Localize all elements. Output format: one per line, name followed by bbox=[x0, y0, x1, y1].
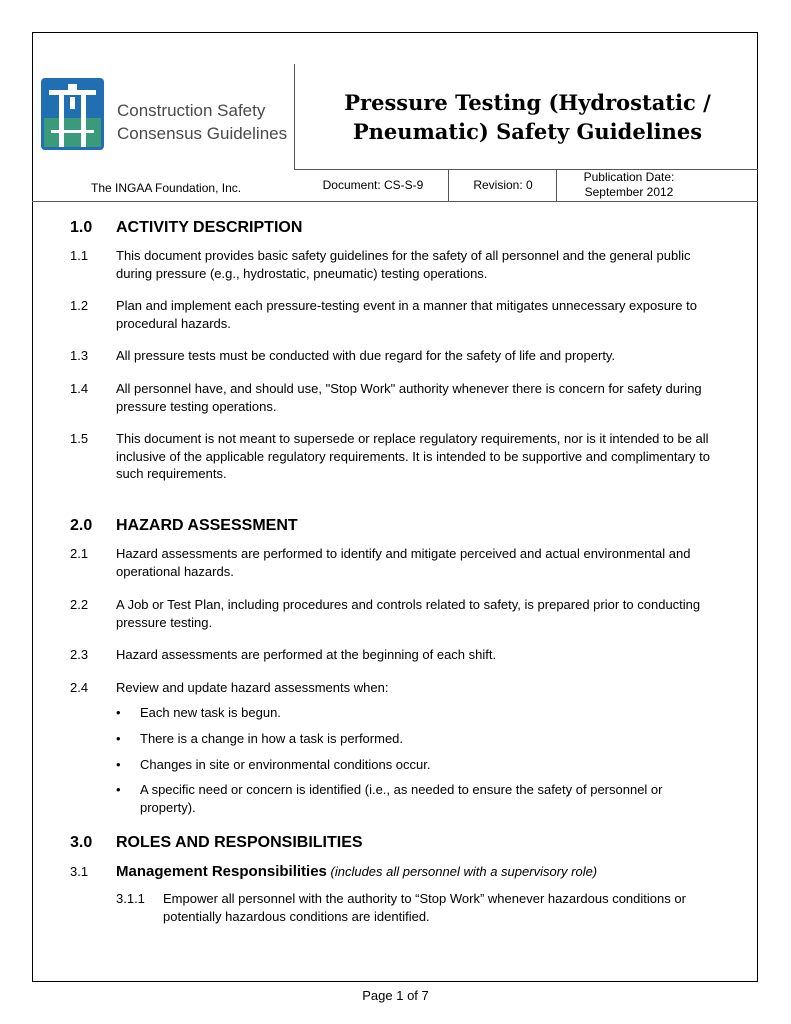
bullet-item bbox=[116, 730, 676, 748]
paragraph-number: 2.3 bbox=[70, 647, 89, 662]
subsection-title: Management Responsibilities bbox=[116, 863, 327, 880]
subsection-number: 3.1 bbox=[70, 864, 89, 879]
paragraph-text: This document is not meant to supersede or replace regulatory requirements, nor is it intended to be all inclusive of the applicable regulatory requirements. It is intended to be supportive and complimentary to such requirements. bbox=[116, 431, 710, 481]
paragraph-number: 1.3 bbox=[70, 348, 89, 363]
paragraph bbox=[70, 247, 710, 282]
meta-cell-divider bbox=[448, 169, 449, 201]
paragraph bbox=[70, 347, 710, 365]
paragraph-text: Hazard assessments are performed to identify and mitigate perceived and actual environmental and operational hazards. bbox=[116, 546, 691, 579]
paragraph-number: 2.1 bbox=[70, 546, 89, 561]
header-bottom-rule bbox=[32, 201, 758, 202]
section-title: ACTIVITY DESCRIPTION bbox=[116, 219, 303, 236]
paragraph bbox=[70, 545, 710, 580]
section-heading bbox=[70, 219, 302, 237]
foundation-name: The INGAA Foundation, Inc. bbox=[91, 181, 242, 195]
org-name-line2: Consensus Guidelines bbox=[117, 124, 288, 143]
subparagraph bbox=[116, 890, 696, 925]
publication-date-label: Publication Date: bbox=[583, 170, 675, 184]
subsection-note: (includes all personnel with a supervisory role) bbox=[330, 864, 598, 879]
paragraph-number: 1.1 bbox=[70, 248, 89, 263]
paragraph-text: Hazard assessments are performed at the beginning of each shift. bbox=[116, 647, 497, 662]
section-title: ROLES AND RESPONSIBILITIES bbox=[116, 834, 363, 851]
paragraph bbox=[70, 679, 710, 697]
bullet-icon: • bbox=[116, 782, 121, 797]
bullet-item bbox=[116, 756, 676, 774]
paragraph-text: Plan and implement each pressure-testing event in a manner that mitigates unnecessary exposure to procedural hazards. bbox=[116, 298, 697, 331]
title-line1: Pressure Testing (Hydrostatic / bbox=[344, 90, 711, 115]
paragraph bbox=[70, 596, 710, 631]
bullet-icon: • bbox=[116, 705, 121, 720]
paragraph-number: 1.2 bbox=[70, 298, 89, 313]
bullet-text: Changes in site or environmental conditions occur. bbox=[140, 757, 431, 772]
paragraph-number: 2.4 bbox=[70, 680, 89, 695]
organization-name bbox=[117, 99, 292, 145]
paragraph bbox=[70, 430, 710, 483]
paragraph bbox=[70, 646, 710, 664]
paragraph bbox=[70, 380, 710, 415]
subsection-heading bbox=[70, 863, 597, 880]
section-number: 3.0 bbox=[70, 834, 93, 851]
page-number: Page 1 of 7 bbox=[362, 988, 429, 1003]
document-title bbox=[300, 88, 755, 146]
header-divider-vertical bbox=[294, 64, 295, 170]
bullet-text: Each new task is begun. bbox=[140, 705, 281, 720]
meta-cell-divider bbox=[556, 169, 557, 201]
section-heading bbox=[70, 517, 298, 535]
publication-date bbox=[558, 170, 700, 200]
paragraph-text: A Job or Test Plan, including procedures and controls related to safety, is prepared prior to conducting pressure testing. bbox=[116, 597, 701, 630]
document-number: Document: CS-S-9 bbox=[322, 178, 424, 192]
paragraph-text: Review and update hazard assessments when: bbox=[116, 680, 389, 695]
paragraph-number: 1.4 bbox=[70, 381, 89, 396]
bullet-text: A specific need or concern is identified (i.e., as needed to ensure the safety of personnel or property). bbox=[140, 782, 663, 815]
paragraph bbox=[70, 297, 710, 332]
paragraph-text: All personnel have, and should use, "Stop Work" authority whenever there is concern for safety during pressure testing operations. bbox=[116, 381, 702, 414]
paragraph-text: This document provides basic safety guidelines for the safety of all personnel and the general public during pressure (e.g., hydrostatic, pneumatic) testing operations. bbox=[116, 248, 691, 281]
bullet-item bbox=[116, 704, 676, 722]
bullet-text: There is a change in how a task is performed. bbox=[140, 731, 404, 746]
paragraph-text: All pressure tests must be conducted with due regard for the safety of life and property. bbox=[116, 348, 616, 363]
section-title: HAZARD ASSESSMENT bbox=[116, 517, 298, 534]
subparagraph-number: 3.1.1 bbox=[116, 891, 145, 906]
section-number: 1.0 bbox=[70, 219, 93, 236]
revision-number: Revision: 0 bbox=[473, 178, 533, 192]
organization-logo bbox=[41, 78, 104, 150]
bullet-item bbox=[116, 781, 676, 816]
paragraph-number: 1.5 bbox=[70, 431, 89, 446]
org-name-line1: Construction Safety bbox=[117, 101, 266, 120]
section-number: 2.0 bbox=[70, 517, 93, 534]
title-line2: Pneumatic) Safety Guidelines bbox=[352, 119, 703, 144]
section-heading bbox=[70, 834, 363, 852]
bullet-icon: • bbox=[116, 757, 121, 772]
paragraph-number: 2.2 bbox=[70, 597, 89, 612]
bullet-icon: • bbox=[116, 731, 121, 746]
subparagraph-text: Empower all personnel with the authority to “Stop Work” whenever hazardous conditions or potentially hazardous conditions are identified. bbox=[163, 891, 686, 924]
publication-date-value: September 2012 bbox=[584, 185, 674, 199]
